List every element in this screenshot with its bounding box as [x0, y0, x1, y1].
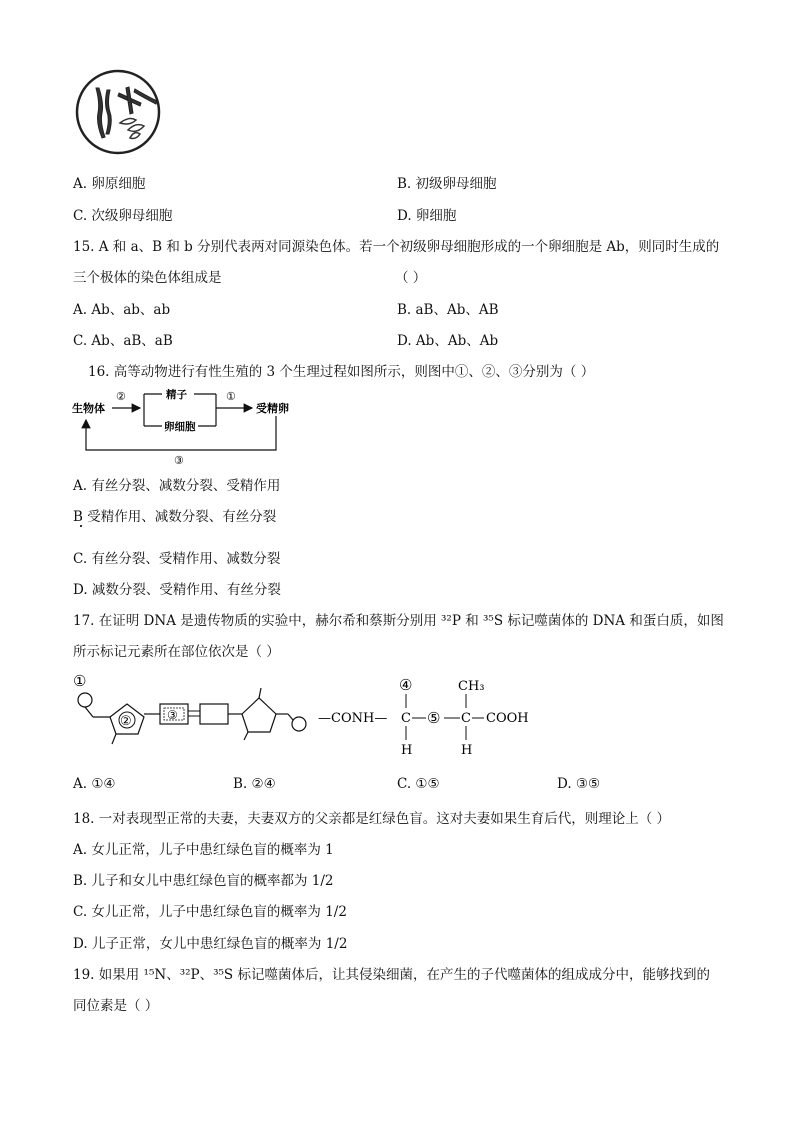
q17-option-a[interactable]: A. ①④: [73, 776, 116, 792]
q18-option-a[interactable]: A. 女儿正常，儿子中患红绿色盲的概率为 1: [73, 842, 334, 858]
methyl-label: CH₃: [458, 679, 485, 694]
label-3: ③: [167, 708, 178, 722]
q16-option-d[interactable]: D. 减数分裂、受精作用、有丝分裂: [73, 582, 281, 598]
hydrogen-2-label: H: [461, 743, 473, 758]
carbon-2-label: C: [461, 711, 471, 726]
q16-option-a[interactable]: A. 有丝分裂、减数分裂、受精作用: [73, 478, 281, 494]
stray-dot: [80, 525, 82, 527]
molecule-diagram: [70, 668, 560, 764]
diagram-egg-label: 卵细胞: [164, 421, 196, 433]
q17-option-d[interactable]: D. ③⑤: [557, 776, 601, 792]
peptide-bond-label: —CONH—: [318, 711, 388, 726]
q18-stem: 18. 一对表现型正常的夫妻，夫妻双方的父亲都是红绿色盲。这对夫妻如果生育后代，则理论上（ ）: [73, 811, 671, 827]
q18-option-c[interactable]: C. 女儿正常，儿子中患红绿色盲的概率为 1/2: [73, 904, 347, 920]
q15-answer-paren: （ ）: [395, 270, 427, 286]
q15-stem-line2: 三个极体的染色体组成是: [73, 270, 222, 286]
diagram-process-2-label: ②: [116, 390, 126, 403]
diagram-sperm-label: 精子: [166, 389, 187, 401]
q18-option-d[interactable]: D. 儿子正常，女儿中患红绿色盲的概率为 1/2: [73, 936, 348, 952]
q17-option-c[interactable]: C. ①⑤: [397, 776, 440, 792]
q17-option-b[interactable]: B. ②④: [233, 776, 276, 792]
diagram-organism-label: 生物体: [72, 402, 105, 415]
q15-option-a[interactable]: A. Ab、ab、ab: [73, 302, 171, 318]
label-1: ①: [73, 672, 87, 690]
q16-stem: 16. 高等动物进行有性生殖的 3 个生理过程如图所示，则图中①、②、③分别为（ ）: [88, 364, 595, 380]
q15-option-c[interactable]: C. Ab、aB、aB: [73, 333, 173, 349]
label-5: ⑤: [427, 709, 441, 727]
diagram-process-1-label: ①: [226, 390, 236, 403]
q15-option-b[interactable]: B. aB、Ab、AB: [397, 302, 499, 318]
q16-option-c[interactable]: C. 有丝分裂、受精作用、减数分裂: [73, 551, 281, 567]
q17-stem-line2: 所示标记元素所在部位依次是（ ）: [73, 644, 280, 660]
carbon-1-label: C: [401, 711, 411, 726]
q14-option-b[interactable]: B. 初级卵母细胞: [397, 176, 497, 192]
label-2: ②: [120, 714, 132, 729]
carboxyl-label: COOH: [486, 711, 529, 726]
reproduction-diagram: [70, 386, 330, 468]
diagram-zygote-label: 受精卵: [256, 402, 289, 415]
q19-stem-line1: 19. 如果用 ¹⁵N、³²P、³⁵S 标记噬菌体后，让其侵染细菌，在产生的子代噬菌体的组成成分中，能够找到的: [73, 967, 710, 983]
q14-option-a[interactable]: A. 卵原细胞: [73, 176, 146, 192]
q17-stem-line1: 17. 在证明 DNA 是遗传物质的实验中，赫尔希和蔡斯分别用 ³²P 和 ³⁵S 标记噬菌体的 DNA 和蛋白质，如图: [73, 613, 724, 629]
q14-option-c[interactable]: C. 次级卵母细胞: [73, 208, 173, 224]
q16-option-b[interactable]: B 受精作用、减数分裂、有丝分裂: [73, 509, 277, 525]
cell-figure: [74, 68, 164, 158]
q15-option-d[interactable]: D. Ab、Ab、Ab: [397, 333, 499, 349]
q14-option-d[interactable]: D. 卵细胞: [397, 208, 457, 224]
diagram-process-3-label: ③: [174, 454, 184, 467]
q18-option-b[interactable]: B. 儿子和女儿中患红绿色盲的概率都为 1/2: [73, 873, 334, 889]
hydrogen-1-label: H: [401, 743, 413, 758]
q15-stem-line1: 15. A 和 a、B 和 b 分别代表两对同源染色体。若一个初级卵母细胞形成的一个卵细胞是 Ab，则同时生成的: [73, 239, 720, 255]
label-4: ④: [399, 676, 413, 694]
q19-stem-line2: 同位素是（ ）: [73, 998, 159, 1014]
